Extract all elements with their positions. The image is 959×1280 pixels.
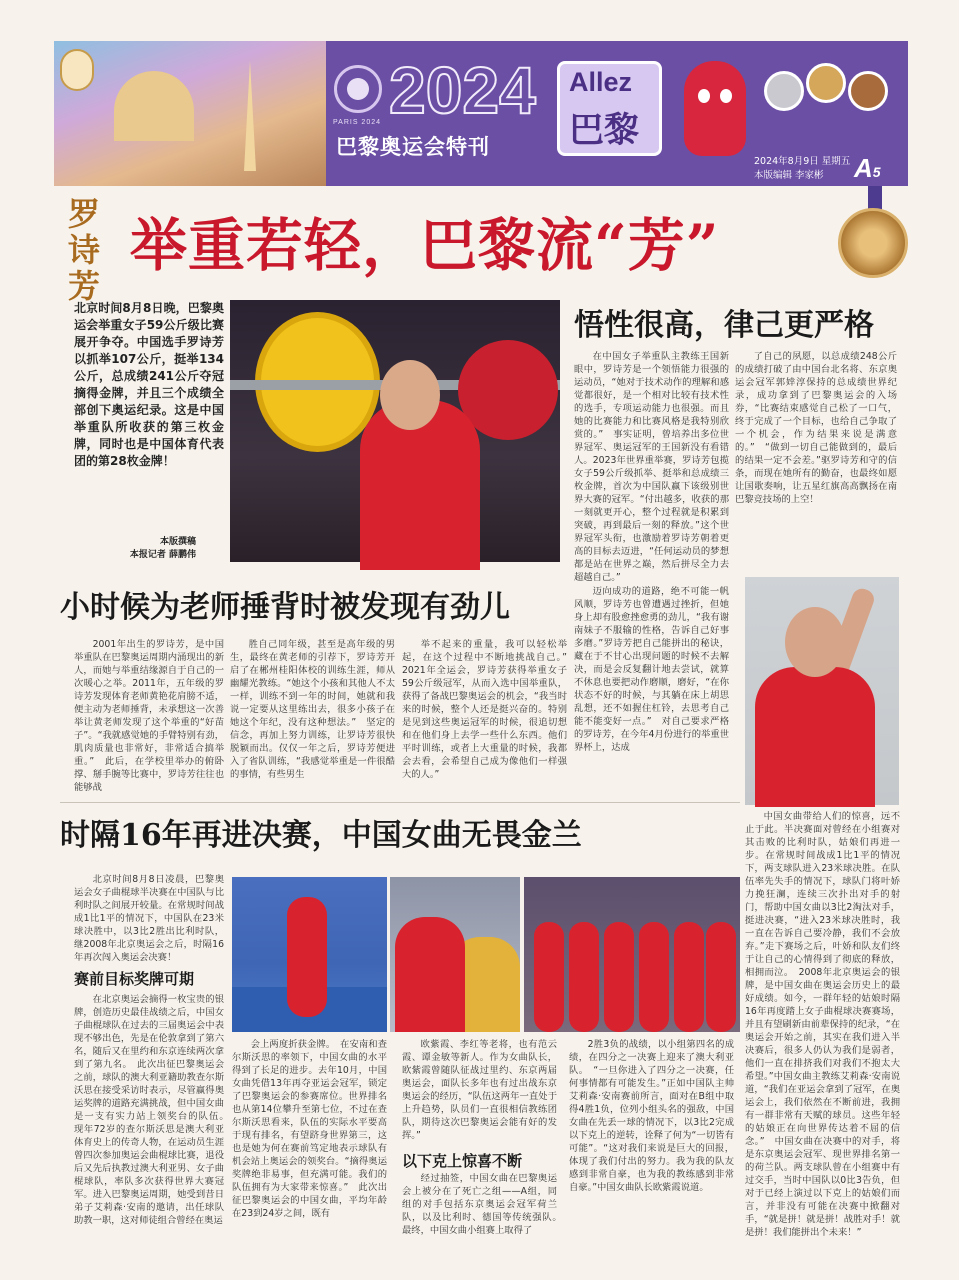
- subheading: 以下克上惊喜不断: [402, 1152, 523, 1170]
- article-column: 在中国女子举重队主教练王国新眼中，罗诗芳是一个领悟能力很强的运动员，“她对于技术动作的理解和感觉都很好，是一个相对比较有技术性的选手，专项运动能力也很强。而且她的比赛能力和比赛风格是我特别欣赏的。” 事实证明，曾培养出多位世界冠军、奥运冠军的王国新没有看错人。2023年世界重举赛，罗诗芳包揽女子59公斤级抓举、挺举和总成绩三枚金牌，首次为中国队赢下该级别世界大赛的冠军。“付出越多，收获的那一刻就更开心，整个过程就是积累到突破，再到最后一刻的释放。”这个世界冠军头衔，也激励着罗诗芳朝着更高的目标去迈进，“任何运动员的梦想都是站在世界之巅，然后拼尽全力去超越自己。”: [574, 351, 729, 583]
- masthead-title: 巴黎奥运会特刊: [336, 135, 490, 159]
- gold-medal-icon: [838, 208, 908, 278]
- article-column: 胜自己同年级，甚至是高年级的男生，最终在黄老师的引荐下，罗诗芳开启了在郴州桂阳体校的训练生涯，师从幽耀光教练。“她这个小孩和其他人不太一样，训练不到一年的时间，她就和我说一定要从这里练出去，很多小孩子在她这个年纪，没有这种想法。” 坚定的信念，再加上努力训练，让罗诗芳很快脱颖而出。仅仅一年之后，罗诗芳便进入了省队训练，“我感觉举重是一件很酷的事情，有些男生: [230, 639, 395, 780]
- article-column: 2胜3负的战绩，以小组第四名的成绩，在四分之一决赛上迎来了澳大利亚队。 “一旦你进入了四分之一决赛，任何事情都有可能发生。”正如中国队主帅艾莉森·安南赛前所言，面对在B组中取得4胜1负，位列小组头名的强敌，中国女曲在先丢一球的情况下，以3比2完成以下克上的逆转，诠释了何为“一切皆有可能”。“这对我们来说是巨大的回报，体现了我们付出的努力。我为我的队友感到非常自豪，也为我的教练感到非常自豪。”中国女曲队长欧紫霞说道。: [569, 1039, 734, 1193]
- gold-medal-icon: [806, 63, 846, 103]
- article-column: 2001年出生的罗诗芳，是中国举重队在巴黎奥运周期内涌现出的新人，而她与举重结缘源自于自己的一次暖心之举。2011年，五年级的罗诗芳发现体育老师黄艳花肩膀不适，便主动为老师捶背，未承想这一次善举让黄老师发现了这个举重的“好苗子”。“我就感觉她的手臂特别有劲，肌肉质量也非常好，非常适合搞举重。” 此后，在学校里举办的俯卧撑、掰手腕等比赛中，罗诗芳往往也能够战: [74, 639, 224, 793]
- article-column: 中国女曲带给人们的惊喜，远不止于此。半决赛面对曾经在小组赛对其击败的比利时队，姑娘们再进一步。在常规时间战成1比1平的情况下，两支球队进入23米球决胜。在队伍率先失手的情况下，球队门将叶娇力挽狂澜，连续三次扑出对手的射门，帮助中国女曲以3比2淘汰对手，挺进决赛，“进入23米球决胜时，我一直在告诉自己要冷静，我们不会放弃。”走下赛场之后，叶娇和队友们终于让自己的心情得到了彻底的释放，相拥而泣。 2008年北京奥运会的银牌，是中国女曲在奥运会历史上的最好成绩。如今，一群年轻的姑娘时隔16年再度踏上女子曲棍球决赛赛场，并且有望刷新由前辈保持的纪录，“在奥运会开始之前，其实在我们进入半决赛后，很多人仍认为我们是弱者，他们一直在排挤我们对我们不抱太大希望。”中国女曲主教练艾莉森·安南说道，“我们在亚运会拿到了冠军，在奥运会上，我们依然在不断前进，我拥有一群非常有天赋的球员。这些年轻的姑娘正在向世界传达着不屈的信念。” 中国女曲在决赛中的对手，将是东京奥运会冠军、现世界排名第一的荷兰队。两支球队曾在小组赛中有过交手，当时中国队以0比3告负，但对于已经上演过以下克上的姑娘们而言，并非没有可能在决赛中掀翻对手，“就是拼！就是拼！战胜对手！就是拼！我们能拼出个未来！”: [745, 811, 900, 1238]
- lead-paragraph: 北京时间8月8日晚，巴黎奥运会举重女子59公斤级比赛展开争夺。中国选手罗诗芳以抓举107公斤，挺举134公斤，总成绩241公斤夺冠摘得金牌，并且三个成绩全部创下奥运纪录。这是中国举重队所收获的第三枚金牌，同时也是中国体育代表团的第28枚金牌！: [74, 301, 224, 468]
- athlete-name: 罗诗芳: [68, 195, 101, 305]
- byline: 本版撰稿 本报记者 薛鹏伟: [129, 537, 196, 560]
- athlete-celebration-photo: [745, 577, 899, 805]
- article-column: 在北京奥运会摘得一枚宝贵的银牌，创造历史最佳战绩之后，中国女子曲棍球队在过去的三届奥运会中表现不够出色，先是在伦敦拿到了第六名，随后又在里约和东京连续两次拿到了第九名。 此次出征巴黎奥运会之前，球队的澳大利亚籍助教查尔斯沃思在接受采访时表示，尽管赢得奥运奖牌的道路充满挑战，但中国女曲是一支有实力站上领奖台的队伍。 现年72岁的查尔斯沃思是澳大利亚体育史上的传奇人物，在运动员生涯曾四次参加奥运会曲棍球比赛，退役后又先后执教过澳大利亚男、女子曲棍球队，率队多次获得世界大赛冠军。进入巴黎奥运周期，她受到昔日弟子艾莉森·安南的邀请，出任球队助教一职，这对师徒组合曾经在奥运: [74, 994, 234, 1226]
- hockey-hug-photo: [390, 877, 520, 1032]
- article-intro: 北京时间8月8日凌晨，巴黎奥运会女子曲棍球半决赛在中国队与比利时队之间展开较量。在常规时间战成1比1平的情况下，中国队在23米球决胜中，以3比2胜出比利时队，继2008年北京奥运会之后，时隔16年再次闯入奥运会决赛！: [74, 874, 224, 963]
- bronze-medal-icon: [848, 71, 888, 111]
- phryge-mascot-icon: [684, 61, 746, 156]
- issue-date: 2024年8月9日 星期五: [754, 156, 851, 167]
- medals-illustration: [754, 41, 908, 161]
- section-headline: 时隔16年再进决赛，中国女曲无畏金兰: [60, 818, 582, 853]
- article-column: 举不起来的重量，我可以轻松举起，在这个过程中不断地挑战自己。” 2021年全运会，罗诗芳获得举重女子59公斤级冠军，从而入选中国举重队，获得了备战巴黎奥运会的机会，“我当时来的时候，整个人还是挺兴奋的。特别是见到这些奥运冠军的时候，很追切想和在他们身上去学一些什么东西。他们平时训练，或者上大重量的时候，我都会去看，会希望自己成为像他们一样强大的人。”: [402, 639, 577, 780]
- main-headline: 举重若轻，巴黎流“芳”: [130, 212, 720, 279]
- masthead-banner: [54, 41, 908, 186]
- paris-illustration: [54, 41, 326, 186]
- section-headline: 悟性很高，律己更严格: [574, 308, 874, 343]
- article-column: 经过抽签，中国女曲在巴黎奥运会上被分在了死亡之组——A组，同组的对手包括东京奥运会冠军荷兰队，以及比利时、德国等传统强队。 最终，中国女曲小组赛上取得了: [402, 1173, 567, 1236]
- page-number: A5: [854, 153, 881, 183]
- divider: [60, 802, 740, 803]
- article-column: 了自己的夙愿，以总成绩248公斤的成绩打破了由中国台北名将、东京奥运会冠军郭婞淳保持的总成绩世界纪录，成功拿到了巴黎奥运会的入场券，“比赛结束感觉自己松了一口气，终于完成了一个目标，也给自己争取了一个机会，作为结果来说是满意的。” “做到一切自己能做到的，最后的结果一定不会差。”驱罗诗芳和守的信条，而现在她所有的勤奋，也最终如愿让国歌奏响，让五星红旗高高飘扬在南巴黎竞技场的上空！: [735, 351, 897, 505]
- eiffel-tower-icon: [244, 61, 256, 171]
- article-column: 迈向成功的道路，绝不可能一帆风顺，罗诗芳也曾遭遇过挫折，但她身上却有股愈挫愈勇的劲儿，“我有谢南妹子不服输的性格，告诉自己好事多磨。”罗诗芳把自己能拼出的秘诀，藏在于不甘心出现问题的时候不去解决，而是会反复翻计地去尝试，就算不休息也要把动作磨顺，磨好，“在你状态不好的时候，与其躺在床上胡思乱想，还不如握住杠铃，去思考自己能不能变好一点。” 对自己要求严格的罗诗芳，在今年4月份进行的举重世界杯上，达成: [574, 586, 729, 753]
- section-headline: 小时候为老师捶背时被发现有劲儿: [60, 590, 510, 625]
- allez-paris-text: 巴黎: [569, 111, 640, 151]
- page-editor: 本版编辑 李家彬: [754, 170, 824, 181]
- hockey-team-photo: [524, 877, 740, 1032]
- paris-tag: PARIS 2024: [333, 119, 382, 126]
- masthead-year: 2024: [389, 53, 536, 127]
- weightlifting-photo: [230, 300, 560, 562]
- paris-2024-emblem-icon: [334, 65, 382, 113]
- hockey-player-photo: [232, 877, 387, 1032]
- article-column: 欧紫霞、李红等老将，也有范云霞、谭金敏等新人。作为女曲队长，欧紫霞曾随队征战过里约、东京两届奥运会，面队长多年也有过出战东京奥运会的经历，“队伍这两年一直处于上升趋势，队员们一直很相信教练团队，期待这次巴黎奥运会能有好的发挥。”: [402, 1039, 557, 1141]
- paris-2024-logo-icon: [60, 49, 94, 91]
- silver-medal-icon: [764, 71, 804, 111]
- article-column: 会上两度折获金牌。 在安南和查尔斯沃思的率领下，中国女曲的水平得到了长足的进步。去年10月，中国女曲凭借13年再夺亚运会冠军，锁定了巴黎奥运会的参赛席位。世界排名也从第14位攀升至第七位，不过在查尔斯沃思看来，队伍的实际水平要高于现有排名，有望跻身世界第三，这也是她为何在赛前笃定地表示球队有机会站上奥运会的领奖台。“摘得奥运奖牌绝非易事，但充满可能。我们的队伍拥有为大家带来惊喜。” 此次出征巴黎奥运会的中国女曲，平均年龄在23到24岁之间，既有: [232, 1039, 387, 1219]
- subheading: 赛前目标奖牌可期: [74, 970, 195, 988]
- allez-text: Allez: [569, 67, 633, 97]
